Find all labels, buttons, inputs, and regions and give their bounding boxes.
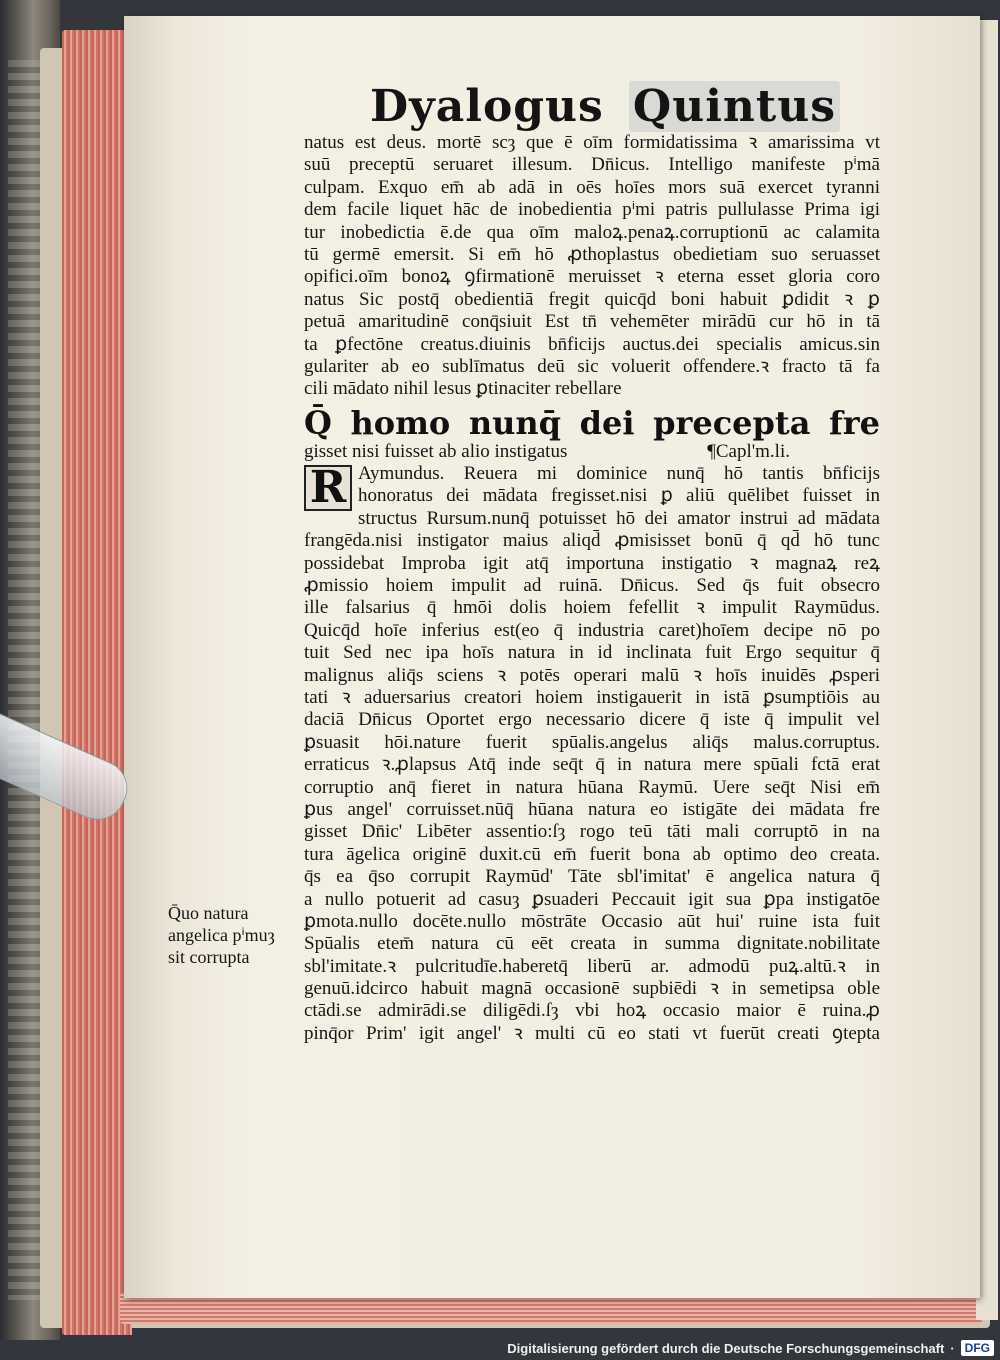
header-word-2: Quintus (629, 81, 840, 132)
running-header (370, 76, 840, 136)
text-line: opifici.oīm bonoꝝ ꝯfirmationē meruisset ꝛ eterna esset gloria coro (304, 266, 880, 288)
text-line: structus Rursum.nunq̄ potuisset hō dei amator instrui ad mādata (358, 507, 880, 529)
text-line: erraticus ꝛ.ꝓlapsus Atq̄ inde seq̄t q̄ in natura mere spūali fctā erat (304, 754, 880, 776)
text-line: tur inobedictia ē.de qua oīm maloꝝ.penaꝝ.corruptionū ac calamita (304, 221, 880, 243)
text-line: gulariter ab eo sublīmatus deū sic voluerit offendere.ꝛ fracto tā fa (304, 355, 880, 377)
text-line: frangēda.nisi instigator maius aliqd̄ ꝓmisisset bonū q̄ qd̄ hō tunc (304, 530, 880, 552)
text-line: gisset Dn̄ic' Libēter assentio:ſȝ rogo teū tāti mali corruptō in na (304, 821, 880, 843)
chapter-heading-continuation (304, 441, 880, 463)
text-line: honoratus dei mādata fregisset.nisi ꝑ aliū quēlibet fuisset in (358, 485, 880, 507)
text-line: pinq̄or Prim' igit angel' ꝛ multi cū eo stati vt fuerūt creati ꝯtepta (304, 1022, 880, 1044)
text-line: tura āgelica originē duxit.cū em̄ fuerit bona ab optimo deo creata. (304, 843, 880, 865)
text-line: sbl'imitate.ꝛ pulcritudīe.haberetq̄ liberū ar. admodū puꝝ.altū.ꝛ in (304, 955, 880, 977)
chapter-heading-cont-text: gisset nisi fuisset ab alio instigatus (304, 440, 568, 462)
text-line: malignus aliq̄s sciens ꝛ potēs operari malū ꝛ hoīs inuidēs ꝓsperi (304, 664, 880, 686)
text-block (304, 132, 880, 1045)
digitization-footer (501, 1336, 1000, 1360)
text-line: possidebat Improba igit atq̄ importuna instigatio ꝛ magnaꝝ reꝝ (304, 552, 880, 574)
footer-separator: · (950, 1340, 955, 1356)
text-line: Spūalis etem̄ natura cū eēt creata in summa dignitate.nobilitate (304, 933, 880, 955)
text-line: q̄s ea q̄so corrupit Raymūd' Tāte sbl'imitat' ē angelica natura q̄ (304, 866, 880, 888)
text-line: a nullo potuerit ad casuȝ ꝑsuaderi Peccauit igit sua ꝑpa instigatōe (304, 888, 880, 910)
text-line: Quicq̄d hoīe inferius est(eo q̄ industria caret)hoīem decipe nō po (304, 619, 880, 641)
chapter-label: ¶Capl'm.li. (707, 440, 790, 462)
text-line: ctādi.se admirādi.se diligēdi.ſȝ vbi hoꝝ occasio maior ē ruina.ꝓ (304, 1000, 880, 1022)
text-line: natus Sic postq̄ obedientiā fregit quicq̄d boni habuit ꝑdidit ꝛ ꝑ (304, 288, 880, 310)
text-line: daciā Dn̄icus Oportet ergo necessario dicere q̄ iste q̄ impulit vel (304, 709, 880, 731)
text-line: tuit Sed nec ipa hoīs natura in id inclinata fuit Ergo sequitur q̄ (304, 642, 880, 664)
text-line: suū preceptū seruaret illesum. Dn̄icus. Intelligo manifeste pⁱmā (304, 154, 880, 176)
text-line: cili mādato nihil lesus ꝑtinaciter rebellare (304, 378, 622, 400)
text-line: dem facile liquet hāc de inobedientia pⁱmi patris pullulasse Prima igi (304, 199, 880, 221)
text-line: natus est deus. mortē scȝ que ē oīm formidatissima ꝛ amarissima vt (304, 132, 880, 153)
chapter-heading: Q̄ homo nunq̄ dei precepta fre (304, 403, 880, 442)
dfg-logo: DFG (961, 1340, 994, 1356)
text-line: ꝑmota.nullo docēte.nullo mōstrāte Occasio aūt hui' ruine ista fuit (304, 910, 880, 932)
text-line: ille falsarius q̄ hmōi dolis hoiem fefellit ꝛ impulit Raymūdus. (304, 597, 880, 619)
text-line: Aymundus. Reuera mi dominice nunq̄ hō tantis bn̄ficijs (358, 463, 880, 485)
text-line: ꝓmissio hoiem impulit ad ruinā. Dn̄icus. Sed q̄s fuit obsecro (304, 575, 880, 597)
margin-note (168, 902, 296, 968)
text-line: culpam. Exquo em̄ ab adā in oēs hoīes mors suā exercet tyranni (304, 176, 880, 198)
text-line: tū germē emersit. Si em̄ hō ꝓthoplastus obedietiam suo seruasset (304, 243, 880, 265)
initial-letter: R (304, 465, 352, 511)
text-line: genuū.idcirco habuit magnā occasionē supbiēdi ꝛ in semetipsa oble (304, 978, 880, 1000)
footer-text: Digitalisierung gefördert durch die Deutsche Forschungsgemeinschaft (507, 1340, 945, 1356)
text-line: corruptio anq̄ fieret in natura hūana Raymū. Uere seq̄t Nisi em̄ (304, 776, 880, 798)
paragraph-2 (304, 463, 880, 1045)
paragraph-1 (304, 132, 880, 401)
page-edges (62, 30, 132, 1335)
text-line: ꝑus angel' corruisset.nūq̄ hūana natura eo istigāte dei mādata fre (304, 798, 880, 820)
text-line: tati ꝛ aduersarius creatori hoiem instigauerit in istā ꝑsumptiōis au (304, 686, 880, 708)
text-line: ta ꝑfectōne creatus.diuinis bn̄ficijs auctus.dei specialis amicus.sin (304, 333, 880, 355)
margin-note-line: angelica pⁱmuȝ (168, 925, 275, 945)
text-line: ꝑsuasit hōi.nature fuerit spūalis.angelus aliq̄s malus.corruptus. (304, 731, 880, 753)
text-line: petuā amaritudinē conq̄siuit Est tn̄ vehemēter mirādū cur hō in tā (304, 311, 880, 333)
header-word-1: Dyalogus (370, 80, 604, 132)
margin-note-line: Q̄uo natura (168, 903, 249, 923)
margin-note-line: sit corrupta (168, 947, 250, 967)
